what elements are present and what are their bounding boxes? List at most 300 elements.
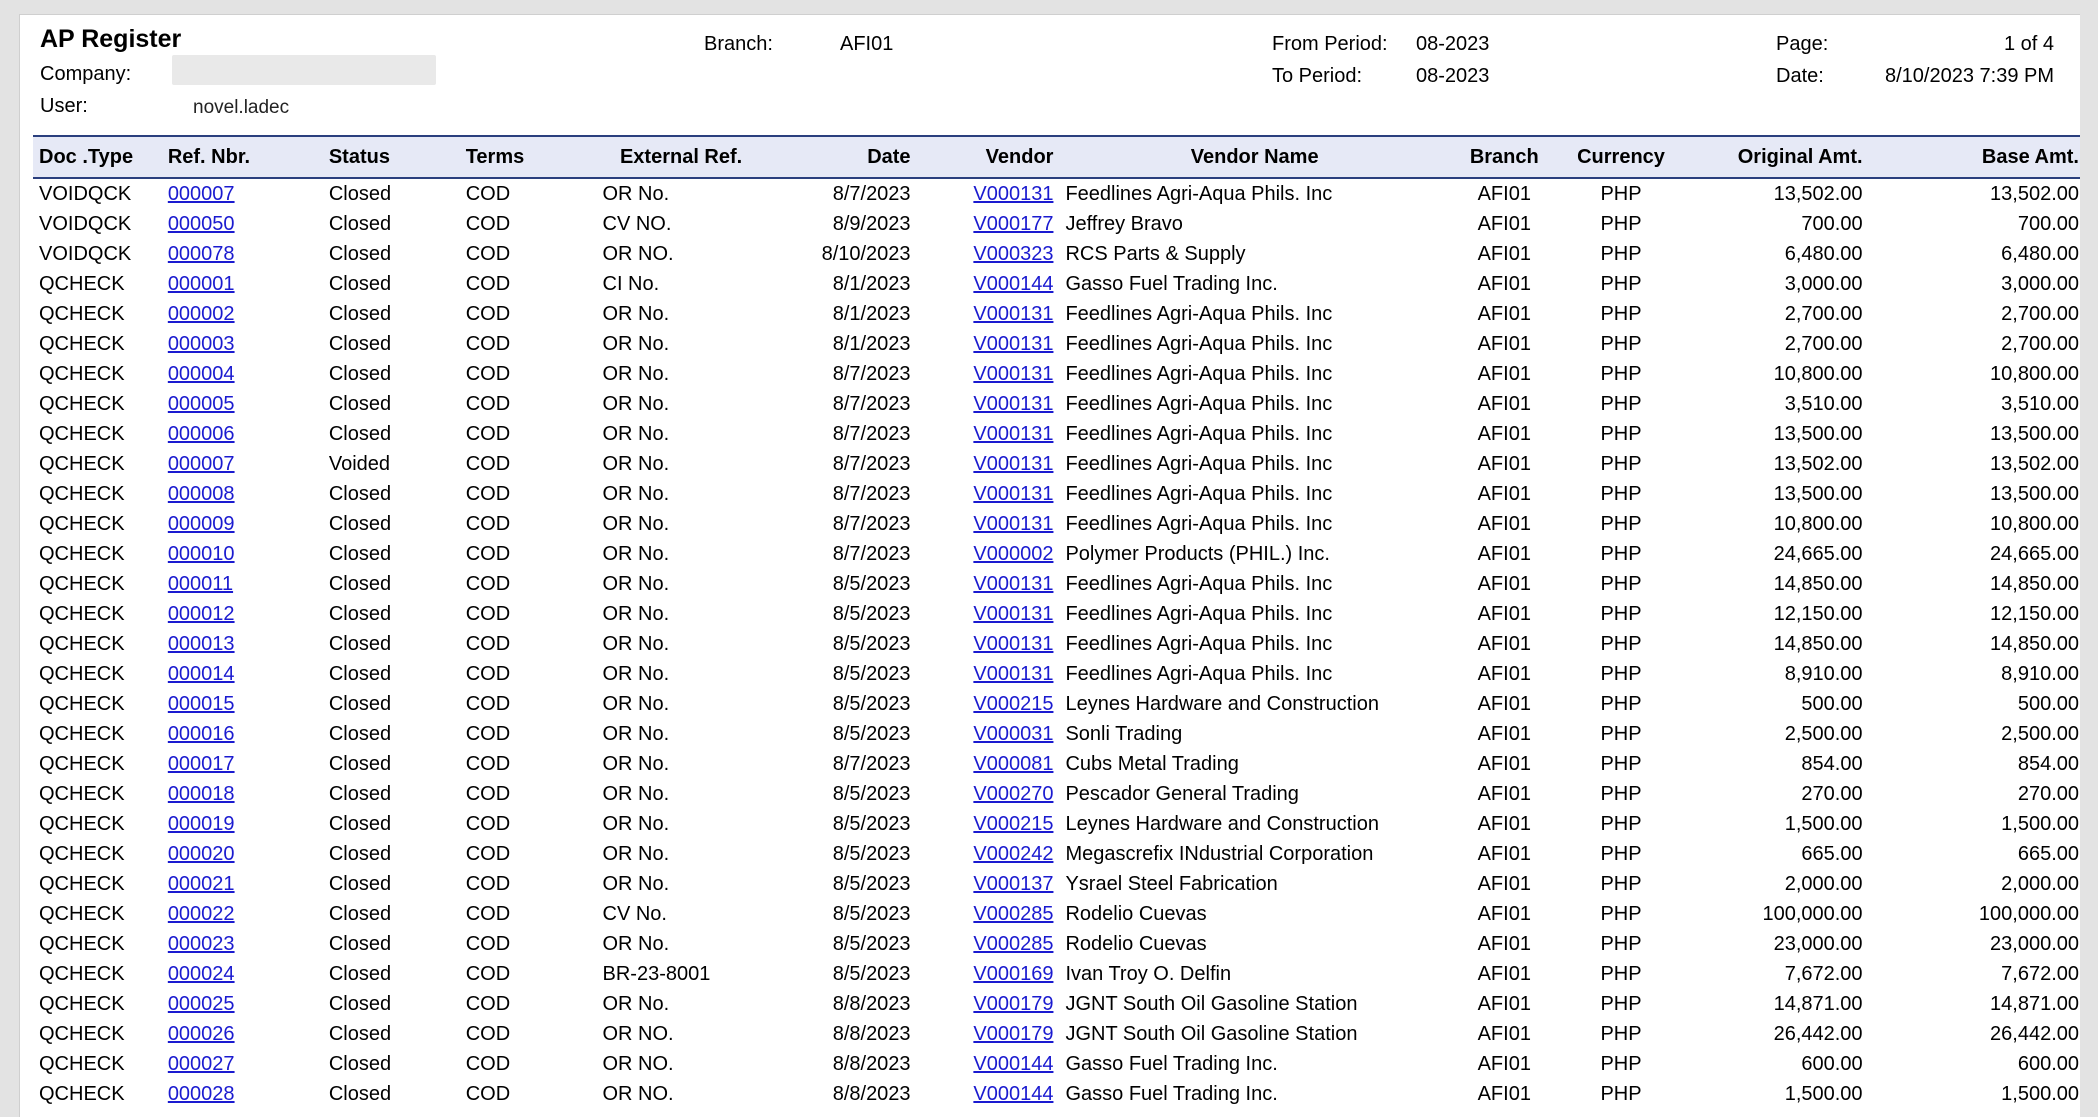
currency-cell: PHP <box>1600 662 1642 685</box>
ref-nbr-link[interactable]: 000020 <box>167 842 235 865</box>
external-ref-cell: OR No. <box>602 872 670 895</box>
vendor-cell <box>917 239 1060 269</box>
ref-nbr-link[interactable]: 000003 <box>167 332 235 355</box>
external-ref-cell: OR No. <box>602 632 670 655</box>
currency-cell: PHP <box>1600 992 1642 1015</box>
status-cell: Closed <box>328 1052 392 1075</box>
external-ref-cell: OR NO. <box>602 1022 674 1045</box>
user-label: User: <box>40 95 88 117</box>
vendor-link[interactable]: V000131 <box>973 482 1054 505</box>
terms-cell: COD <box>465 932 511 955</box>
base-amt-cell: 13,500.00 <box>1990 482 2079 505</box>
ref-nbr-link[interactable]: 000004 <box>167 362 235 385</box>
ref-nbr-cell <box>162 539 323 569</box>
table-row <box>33 269 2080 299</box>
ref-nbr-link[interactable]: 000011 <box>167 572 234 595</box>
vendor-name-cell: Polymer Products (PHIL.) Inc. <box>1065 542 1330 565</box>
external-ref-cell: OR No. <box>602 722 670 745</box>
ref-nbr-link[interactable]: 000002 <box>167 302 235 325</box>
currency-cell: PHP <box>1600 902 1642 925</box>
branch-cell: AFI01 <box>1477 662 1531 685</box>
external-ref-cell: OR No. <box>602 692 670 715</box>
currency-cell: PHP <box>1600 542 1642 565</box>
status-cell: Closed <box>328 212 392 235</box>
table-row <box>33 419 2080 449</box>
currency-cell: PHP <box>1600 872 1642 895</box>
vendor-link[interactable]: V000131 <box>973 302 1054 325</box>
external-ref-cell: OR No. <box>602 332 670 355</box>
vendor-link[interactable]: V000215 <box>973 812 1054 835</box>
col-header-original-amt[interactable]: Original Amt. <box>1683 136 1868 178</box>
original-amt-cell: 26,442.00 <box>1773 1022 1863 1045</box>
company-label: Company: <box>40 63 132 85</box>
external-ref-cell: OR No. <box>602 392 670 415</box>
external-ref-cell: BR-23-8001 <box>602 962 711 985</box>
terms-cell: COD <box>465 302 511 325</box>
terms-cell: COD <box>465 872 511 895</box>
ref-nbr-link[interactable]: 000024 <box>167 962 235 985</box>
ref-nbr-link[interactable]: 000014 <box>167 662 235 685</box>
vendor-name-cell: Feedlines Agri-Aqua Phils. Inc <box>1065 662 1333 685</box>
vendor-name-cell: Feedlines Agri-Aqua Phils. Inc <box>1065 512 1333 535</box>
doc-type-cell: QCHECK <box>39 902 125 925</box>
ref-nbr-link[interactable]: 000027 <box>167 1052 235 1075</box>
ref-nbr-cell <box>162 209 323 239</box>
vendor-link[interactable]: V000131 <box>973 662 1054 685</box>
vendor-cell <box>917 449 1060 479</box>
vendor-link[interactable]: V000169 <box>973 962 1054 985</box>
currency-cell: PHP <box>1600 572 1642 595</box>
vendor-name-cell: RCS Parts & Supply <box>1065 242 1246 265</box>
date-cell: 8/5/2023 <box>832 962 911 985</box>
external-ref-cell: OR No. <box>602 512 670 535</box>
ref-nbr-link[interactable]: 000022 <box>167 902 235 925</box>
vendor-link[interactable]: V000131 <box>973 362 1054 385</box>
vendor-name-cell: Pescador General Trading <box>1065 782 1299 805</box>
col-header-external-ref[interactable]: External Ref. <box>589 136 774 178</box>
currency-cell: PHP <box>1600 602 1642 625</box>
vendor-link[interactable]: V000131 <box>973 422 1054 445</box>
doc-type-cell: QCHECK <box>39 932 125 955</box>
ref-nbr-cell <box>162 869 323 899</box>
status-cell: Closed <box>328 542 392 565</box>
status-cell: Closed <box>328 482 392 505</box>
terms-cell: COD <box>465 452 511 475</box>
terms-cell: COD <box>465 662 511 685</box>
doc-type-cell: QCHECK <box>39 992 125 1015</box>
table-row <box>33 779 2080 809</box>
table-row <box>33 329 2080 359</box>
terms-cell: COD <box>465 242 511 265</box>
vendor-link[interactable]: V000131 <box>973 602 1054 625</box>
vendor-link[interactable]: V000002 <box>973 542 1054 565</box>
vendor-link[interactable]: V000270 <box>973 782 1054 805</box>
date-cell: 8/7/2023 <box>832 542 911 565</box>
table-row <box>33 479 2080 509</box>
currency-cell: PHP <box>1600 332 1642 355</box>
vendor-cell <box>917 359 1060 389</box>
date-cell: 8/5/2023 <box>832 602 911 625</box>
ref-nbr-link[interactable]: 000026 <box>167 1022 235 1045</box>
base-amt-cell: 14,850.00 <box>1990 632 2079 655</box>
ref-nbr-cell <box>162 269 323 299</box>
vendor-link[interactable]: V000285 <box>973 932 1054 955</box>
branch-cell: AFI01 <box>1477 1082 1531 1105</box>
status-cell: Closed <box>328 272 392 295</box>
vendor-cell <box>917 719 1060 749</box>
to-period-label: To Period: <box>1272 65 1363 87</box>
original-amt-cell: 500.00 <box>1801 692 1863 715</box>
vendor-name-cell: Megascrefix INdustrial Corporation <box>1065 842 1374 865</box>
vendor-name-cell: Gasso Fuel Trading Inc. <box>1065 1052 1278 1075</box>
original-amt-cell: 23,000.00 <box>1773 932 1863 955</box>
terms-cell: COD <box>465 692 511 715</box>
currency-cell: PHP <box>1600 722 1642 745</box>
doc-type-cell: QCHECK <box>39 692 125 715</box>
branch-cell: AFI01 <box>1477 902 1531 925</box>
date-cell: 8/5/2023 <box>832 572 911 595</box>
external-ref-cell: OR No. <box>602 182 670 205</box>
currency-cell: PHP <box>1600 632 1642 655</box>
vendor-cell <box>917 1079 1060 1109</box>
date-cell: 8/8/2023 <box>832 1022 911 1045</box>
vendor-link[interactable]: V000131 <box>973 392 1054 415</box>
vendor-cell <box>917 569 1060 599</box>
ref-nbr-cell <box>162 659 323 689</box>
vendor-name-cell: JGNT South Oil Gasoline Station <box>1065 992 1358 1015</box>
branch-cell: AFI01 <box>1477 692 1531 715</box>
terms-cell: COD <box>465 992 511 1015</box>
ref-nbr-cell <box>162 719 323 749</box>
date-cell: 8/8/2023 <box>832 1052 911 1075</box>
ref-nbr-link[interactable]: 000016 <box>167 722 235 745</box>
ref-nbr-link[interactable]: 000019 <box>167 812 235 835</box>
vendor-link[interactable]: V000144 <box>973 1082 1054 1105</box>
ref-nbr-cell <box>162 569 323 599</box>
external-ref-cell: OR No. <box>602 812 670 835</box>
status-cell: Closed <box>328 1022 392 1045</box>
vendor-link[interactable]: V000179 <box>973 1022 1054 1045</box>
ref-nbr-link[interactable]: 000078 <box>167 242 235 265</box>
doc-type-cell: QCHECK <box>39 332 125 355</box>
vendor-name-cell: Feedlines Agri-Aqua Phils. Inc <box>1065 452 1333 475</box>
col-header-terms[interactable]: Terms <box>460 136 589 178</box>
original-amt-cell: 1,500.00 <box>1784 1082 1863 1105</box>
original-amt-cell: 1,500.00 <box>1784 812 1863 835</box>
ref-nbr-link[interactable]: 000009 <box>167 512 235 535</box>
currency-cell: PHP <box>1600 962 1642 985</box>
status-cell: Closed <box>328 962 392 985</box>
terms-cell: COD <box>465 1082 511 1105</box>
base-amt-cell: 500.00 <box>2017 692 2079 715</box>
original-amt-cell: 13,500.00 <box>1773 482 1863 505</box>
col-header-doc-type[interactable]: Doc .Type <box>33 136 162 178</box>
original-amt-cell: 3,510.00 <box>1784 392 1863 415</box>
ref-nbr-link[interactable]: 000007 <box>167 182 235 205</box>
ref-nbr-link[interactable]: 000001 <box>167 272 235 295</box>
ref-nbr-cell <box>162 749 323 779</box>
vendor-link[interactable]: V000323 <box>973 242 1054 265</box>
status-cell: Closed <box>328 362 392 385</box>
vendor-link[interactable]: V000131 <box>973 512 1054 535</box>
vendor-name-cell: Leynes Hardware and Construction <box>1065 812 1379 835</box>
page-value: 1 of 4 <box>2003 33 2054 55</box>
ref-nbr-link[interactable]: 000005 <box>167 392 235 415</box>
table-body <box>33 178 2080 1109</box>
table-row <box>33 719 2080 749</box>
base-amt-cell: 12,150.00 <box>1990 602 2079 625</box>
branch-cell: AFI01 <box>1477 992 1531 1015</box>
report-title: AP Register <box>40 25 182 53</box>
col-header-ref-nbr[interactable]: Ref. Nbr. <box>162 136 323 178</box>
base-amt-cell: 2,700.00 <box>2001 332 2079 355</box>
col-header-date[interactable]: Date <box>774 136 917 178</box>
table-row <box>33 509 2080 539</box>
vendor-link[interactable]: V000285 <box>973 902 1054 925</box>
vendor-name-cell: Rodelio Cuevas <box>1065 902 1207 925</box>
original-amt-cell: 2,700.00 <box>1784 332 1863 355</box>
date-cell: 8/7/2023 <box>832 362 911 385</box>
currency-cell: PHP <box>1600 692 1642 715</box>
branch-cell: AFI01 <box>1477 392 1531 415</box>
ref-nbr-link[interactable]: 000025 <box>167 992 235 1015</box>
base-amt-cell: 23,000.00 <box>1990 932 2079 955</box>
currency-cell: PHP <box>1600 812 1642 835</box>
status-cell: Closed <box>328 632 392 655</box>
vendor-cell <box>917 178 1060 209</box>
vendor-cell <box>917 1049 1060 1079</box>
ref-nbr-cell <box>162 599 323 629</box>
date-label: Date: <box>1776 65 1824 87</box>
branch-cell: AFI01 <box>1477 782 1531 805</box>
base-amt-cell: 3,000.00 <box>2001 272 2079 295</box>
external-ref-cell: OR No. <box>602 782 670 805</box>
status-cell: Closed <box>328 1082 392 1105</box>
vendor-link[interactable]: V000144 <box>973 1052 1054 1075</box>
ref-nbr-link[interactable]: 000021 <box>167 872 235 895</box>
branch-cell: AFI01 <box>1477 602 1531 625</box>
date-cell: 8/8/2023 <box>832 1082 911 1105</box>
redacted-company-value <box>172 55 436 85</box>
vendor-name-cell: Gasso Fuel Trading Inc. <box>1065 1082 1278 1105</box>
ref-nbr-link[interactable]: 000023 <box>167 932 235 955</box>
ref-nbr-link[interactable]: 000028 <box>167 1082 235 1105</box>
date-cell: 8/5/2023 <box>832 782 911 805</box>
ref-nbr-link[interactable]: 000050 <box>167 212 235 235</box>
col-header-vendor[interactable]: Vendor <box>917 136 1060 178</box>
date-cell: 8/5/2023 <box>832 872 911 895</box>
from-period-label: From Period: <box>1272 33 1388 55</box>
ref-nbr-link[interactable]: 000015 <box>167 692 235 715</box>
original-amt-cell: 10,800.00 <box>1773 512 1863 535</box>
currency-cell: PHP <box>1600 1022 1642 1045</box>
date-cell: 8/5/2023 <box>832 722 911 745</box>
vendor-cell <box>917 929 1060 959</box>
external-ref-cell: CI No. <box>602 272 660 295</box>
vendor-cell <box>917 479 1060 509</box>
vendor-link[interactable]: V000031 <box>973 722 1054 745</box>
vendor-link[interactable]: V000131 <box>973 632 1054 655</box>
vendor-link[interactable]: V000215 <box>973 692 1054 715</box>
doc-type-cell: VOIDQCK <box>39 242 132 265</box>
status-cell: Closed <box>328 602 392 625</box>
base-amt-cell: 2,700.00 <box>2001 302 2079 325</box>
vendor-link[interactable]: V000242 <box>973 842 1054 865</box>
doc-type-cell: QCHECK <box>39 842 125 865</box>
ref-nbr-link[interactable]: 000012 <box>167 602 235 625</box>
original-amt-cell: 2,000.00 <box>1784 872 1863 895</box>
doc-type-cell: QCHECK <box>39 422 125 445</box>
vendor-name-cell: Feedlines Agri-Aqua Phils. Inc <box>1065 602 1333 625</box>
vendor-cell <box>917 209 1060 239</box>
ref-nbr-cell <box>162 449 323 479</box>
branch-label: Branch: <box>704 33 773 55</box>
terms-cell: COD <box>465 722 511 745</box>
status-cell: Closed <box>328 752 392 775</box>
original-amt-cell: 13,502.00 <box>1773 182 1863 205</box>
table-row <box>33 539 2080 569</box>
ref-nbr-cell <box>162 689 323 719</box>
terms-cell: COD <box>465 482 511 505</box>
status-cell: Closed <box>328 662 392 685</box>
branch-cell: AFI01 <box>1477 212 1531 235</box>
branch-cell: AFI01 <box>1477 722 1531 745</box>
currency-cell: PHP <box>1600 392 1642 415</box>
col-header-vendor-name[interactable]: Vendor Name <box>1059 136 1449 178</box>
currency-cell: PHP <box>1600 1082 1642 1105</box>
branch-cell: AFI01 <box>1477 302 1531 325</box>
vendor-link[interactable]: V000131 <box>973 332 1054 355</box>
original-amt-cell: 3,000.00 <box>1784 272 1863 295</box>
branch-cell: AFI01 <box>1477 752 1531 775</box>
external-ref-cell: OR No. <box>602 992 670 1015</box>
ref-nbr-cell <box>162 479 323 509</box>
date-cell: 8/5/2023 <box>832 902 911 925</box>
ref-nbr-link[interactable]: 000007 <box>167 452 235 475</box>
ref-nbr-link[interactable]: 000017 <box>167 752 235 775</box>
col-header-branch[interactable]: Branch <box>1450 136 1559 178</box>
vendor-link[interactable]: V000081 <box>973 752 1054 775</box>
to-period-value: 08-2023 <box>1416 65 1490 87</box>
doc-type-cell: QCHECK <box>39 1052 125 1075</box>
ref-nbr-link[interactable]: 000008 <box>167 482 235 505</box>
vendor-name-cell: Feedlines Agri-Aqua Phils. Inc <box>1065 422 1333 445</box>
vendor-link[interactable]: V000144 <box>973 272 1054 295</box>
status-cell: Closed <box>328 422 392 445</box>
terms-cell: COD <box>465 1052 511 1075</box>
col-header-status[interactable]: Status <box>323 136 460 178</box>
currency-cell: PHP <box>1600 452 1642 475</box>
ref-nbr-link[interactable]: 000006 <box>167 422 235 445</box>
terms-cell: COD <box>465 392 511 415</box>
vendor-link[interactable]: V000177 <box>973 212 1054 235</box>
date-cell: 8/1/2023 <box>832 272 911 295</box>
ref-nbr-link[interactable]: 000018 <box>167 782 235 805</box>
vendor-cell <box>917 629 1060 659</box>
status-cell: Closed <box>328 902 392 925</box>
currency-cell: PHP <box>1600 932 1642 955</box>
table-row <box>33 689 2080 719</box>
table-row <box>33 809 2080 839</box>
vendor-link[interactable]: V000131 <box>973 452 1054 475</box>
table-row <box>33 1019 2080 1049</box>
doc-type-cell: QCHECK <box>39 602 125 625</box>
terms-cell: COD <box>465 962 511 985</box>
doc-type-cell: QCHECK <box>39 1022 125 1045</box>
status-cell: Closed <box>328 812 392 835</box>
vendor-link[interactable]: V000131 <box>973 572 1054 595</box>
branch-cell: AFI01 <box>1477 842 1531 865</box>
vendor-name-cell: Gasso Fuel Trading Inc. <box>1065 272 1278 295</box>
branch-cell: AFI01 <box>1477 872 1531 895</box>
ref-nbr-cell <box>162 779 323 809</box>
original-amt-cell: 665.00 <box>1801 842 1863 865</box>
external-ref-cell: OR No. <box>602 662 670 685</box>
terms-cell: COD <box>465 362 511 385</box>
original-amt-cell: 13,502.00 <box>1773 452 1863 475</box>
doc-type-cell: QCHECK <box>39 452 125 475</box>
external-ref-cell: OR No. <box>602 302 670 325</box>
ref-nbr-cell <box>162 989 323 1019</box>
date-cell: 8/7/2023 <box>832 182 911 205</box>
terms-cell: COD <box>465 602 511 625</box>
table-row <box>33 178 2080 209</box>
branch-cell: AFI01 <box>1477 182 1531 205</box>
external-ref-cell: OR NO. <box>602 242 674 265</box>
date-cell: 8/7/2023 <box>832 452 911 475</box>
status-cell: Closed <box>328 392 392 415</box>
table-row <box>33 599 2080 629</box>
branch-cell: AFI01 <box>1477 1052 1531 1075</box>
status-cell: Closed <box>328 842 392 865</box>
date-cell: 8/7/2023 <box>832 422 911 445</box>
original-amt-cell: 12,150.00 <box>1773 602 1863 625</box>
doc-type-cell: QCHECK <box>39 782 125 805</box>
vendor-cell <box>917 689 1060 719</box>
external-ref-cell: OR No. <box>602 602 670 625</box>
table-row <box>33 839 2080 869</box>
ref-nbr-cell <box>162 959 323 989</box>
base-amt-cell: 8,910.00 <box>2001 662 2079 685</box>
doc-type-cell: QCHECK <box>39 272 125 295</box>
branch-cell: AFI01 <box>1477 362 1531 385</box>
external-ref-cell: OR NO. <box>602 1052 674 1075</box>
external-ref-cell: OR No. <box>602 572 670 595</box>
table-row <box>33 899 2080 929</box>
col-header-base-amt[interactable]: Base Amt. <box>1869 136 2080 178</box>
vendor-link[interactable]: V000179 <box>973 992 1054 1015</box>
base-amt-cell: 6,480.00 <box>2001 242 2079 265</box>
vendor-cell <box>917 659 1060 689</box>
branch-cell: AFI01 <box>1477 242 1531 265</box>
col-header-currency[interactable]: Currency <box>1559 136 1684 178</box>
ap-register-table <box>33 135 2080 1109</box>
date-cell: 8/5/2023 <box>832 932 911 955</box>
date-cell: 8/5/2023 <box>832 842 911 865</box>
vendor-cell <box>917 599 1060 629</box>
terms-cell: COD <box>465 782 511 805</box>
date-cell: 8/1/2023 <box>832 332 911 355</box>
doc-type-cell: QCHECK <box>39 722 125 745</box>
branch-cell: AFI01 <box>1477 542 1531 565</box>
vendor-link[interactable]: V000131 <box>973 182 1054 205</box>
ref-nbr-link[interactable]: 000010 <box>167 542 235 565</box>
ref-nbr-link[interactable]: 000013 <box>167 632 235 655</box>
original-amt-cell: 7,672.00 <box>1784 962 1863 985</box>
vendor-link[interactable]: V000137 <box>973 872 1054 895</box>
ref-nbr-cell <box>162 329 323 359</box>
original-amt-cell: 100,000.00 <box>1762 902 1863 925</box>
